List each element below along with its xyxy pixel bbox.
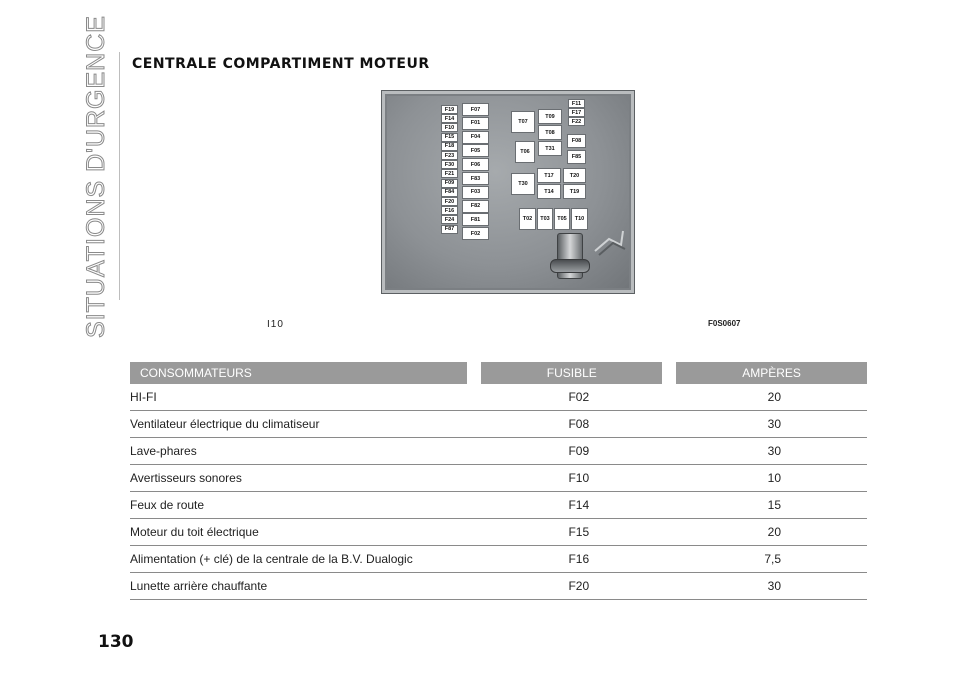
table-row bbox=[130, 411, 867, 438]
fuse-left-4: F15 bbox=[441, 133, 458, 142]
lid-latch-icon bbox=[589, 221, 629, 261]
header-consommateurs: CONSOMMATEURS bbox=[130, 362, 467, 384]
fuse-left-6: F23 bbox=[441, 151, 458, 160]
fuse-f17: F17 bbox=[568, 108, 585, 117]
connector-base bbox=[550, 259, 590, 273]
cell-consommateur: Alimentation (+ clé) de la centrale de la B.V. Dualogic bbox=[130, 546, 481, 573]
fuse-mid-3: F04 bbox=[462, 131, 489, 144]
relay-t17: T17 bbox=[537, 168, 561, 183]
fuse-left-9: F09 bbox=[441, 179, 458, 188]
relay-t30: T30 bbox=[511, 173, 535, 195]
chapter-side-title bbox=[78, 14, 114, 338]
table-row bbox=[130, 573, 867, 600]
relay-t09: T09 bbox=[538, 109, 562, 124]
table-row bbox=[130, 438, 867, 465]
cell-amperes: 30 bbox=[676, 438, 867, 465]
fuse-mid-2: F01 bbox=[462, 117, 489, 130]
fuse-mid-4: F05 bbox=[462, 144, 489, 157]
cell-consommateur: Avertisseurs sonores bbox=[130, 465, 481, 492]
cell-fusible: F09 bbox=[481, 438, 676, 465]
fuse-mid-9: F81 bbox=[462, 213, 489, 226]
cell-consommateur: Moteur du toit électrique bbox=[130, 519, 481, 546]
fuse-f11: F11 bbox=[568, 99, 585, 108]
table-row bbox=[130, 465, 867, 492]
figure-reference: I10 bbox=[267, 319, 284, 330]
cell-fusible: F14 bbox=[481, 492, 676, 519]
table-row bbox=[130, 519, 867, 546]
cell-amperes: 10 bbox=[676, 465, 867, 492]
header-fusible: FUSIBLE bbox=[481, 362, 662, 384]
relay-t02: T02 bbox=[519, 208, 536, 230]
fuse-box-illustration bbox=[381, 90, 635, 294]
cell-consommateur: HI-FI bbox=[130, 384, 481, 411]
header-gap bbox=[467, 362, 481, 384]
cell-amperes: 7,5 bbox=[676, 546, 867, 573]
fuse-left-5: F18 bbox=[441, 142, 458, 151]
table-row bbox=[130, 546, 867, 573]
section-title: CENTRALE COMPARTIMENT MOTEUR bbox=[132, 56, 430, 72]
side-divider bbox=[119, 52, 120, 300]
cell-amperes: 20 bbox=[676, 384, 867, 411]
fuse-mid-8: F82 bbox=[462, 200, 489, 213]
cell-consommateur: Feux de route bbox=[130, 492, 481, 519]
fuse-mid-6: F83 bbox=[462, 172, 489, 185]
cell-fusible: F16 bbox=[481, 546, 676, 573]
header-gap bbox=[662, 362, 676, 384]
table-header-row bbox=[130, 362, 867, 384]
fuse-left-13: F24 bbox=[441, 215, 458, 224]
cell-amperes: 30 bbox=[676, 573, 867, 600]
fuse-f85: F85 bbox=[567, 150, 586, 164]
relay-t14: T14 bbox=[537, 184, 561, 199]
fuse-table bbox=[130, 362, 867, 600]
fuse-left-12: F16 bbox=[441, 206, 458, 215]
fuse-left-11: F20 bbox=[441, 197, 458, 206]
cell-consommateur: Lave-phares bbox=[130, 438, 481, 465]
relay-t08: T08 bbox=[538, 125, 562, 140]
cell-fusible: F20 bbox=[481, 573, 676, 600]
fuse-left-14: F87 bbox=[441, 225, 458, 234]
cell-amperes: 20 bbox=[676, 519, 867, 546]
relay-t20: T20 bbox=[563, 168, 586, 183]
fuse-mid-10: F02 bbox=[462, 227, 489, 240]
cell-amperes: 15 bbox=[676, 492, 867, 519]
fuse-f08: F08 bbox=[567, 134, 586, 148]
figure-code: F0S0607 bbox=[708, 319, 741, 328]
table-row bbox=[130, 384, 867, 411]
fuse-mid-1: F07 bbox=[462, 103, 489, 116]
fuse-left-3: F10 bbox=[441, 123, 458, 132]
relay-t03: T03 bbox=[537, 208, 553, 230]
relay-t19: T19 bbox=[563, 184, 586, 199]
fuse-f22: F22 bbox=[568, 117, 585, 126]
page-number: 130 bbox=[98, 632, 134, 652]
fuse-left-7: F30 bbox=[441, 160, 458, 169]
relay-t07: T07 bbox=[511, 111, 535, 133]
cell-consommateur: Ventilateur électrique du climatiseur bbox=[130, 411, 481, 438]
fuse-left-1: F19 bbox=[441, 105, 458, 114]
fuse-left-10: F84 bbox=[441, 188, 458, 197]
fuse-left-8: F21 bbox=[441, 169, 458, 178]
fuse-mid-7: F03 bbox=[462, 186, 489, 199]
fuse-left-2: F14 bbox=[441, 114, 458, 123]
header-amperes: AMPÈRES bbox=[676, 362, 867, 384]
table-row bbox=[130, 492, 867, 519]
fuse-mid-5: F06 bbox=[462, 158, 489, 171]
relay-t31: T31 bbox=[538, 141, 562, 156]
cell-consommateur: Lunette arrière chauffante bbox=[130, 573, 481, 600]
relay-t05: T05 bbox=[554, 208, 570, 230]
cell-fusible: F10 bbox=[481, 465, 676, 492]
cell-fusible: F08 bbox=[481, 411, 676, 438]
chapter-side-title-text: SITUATIONS D'URGENCE bbox=[81, 14, 110, 338]
cell-fusible: F15 bbox=[481, 519, 676, 546]
table-body bbox=[130, 384, 867, 600]
relay-t10: T10 bbox=[571, 208, 588, 230]
cell-amperes: 30 bbox=[676, 411, 867, 438]
cell-fusible: F02 bbox=[481, 384, 676, 411]
relay-t06: T06 bbox=[515, 141, 535, 163]
